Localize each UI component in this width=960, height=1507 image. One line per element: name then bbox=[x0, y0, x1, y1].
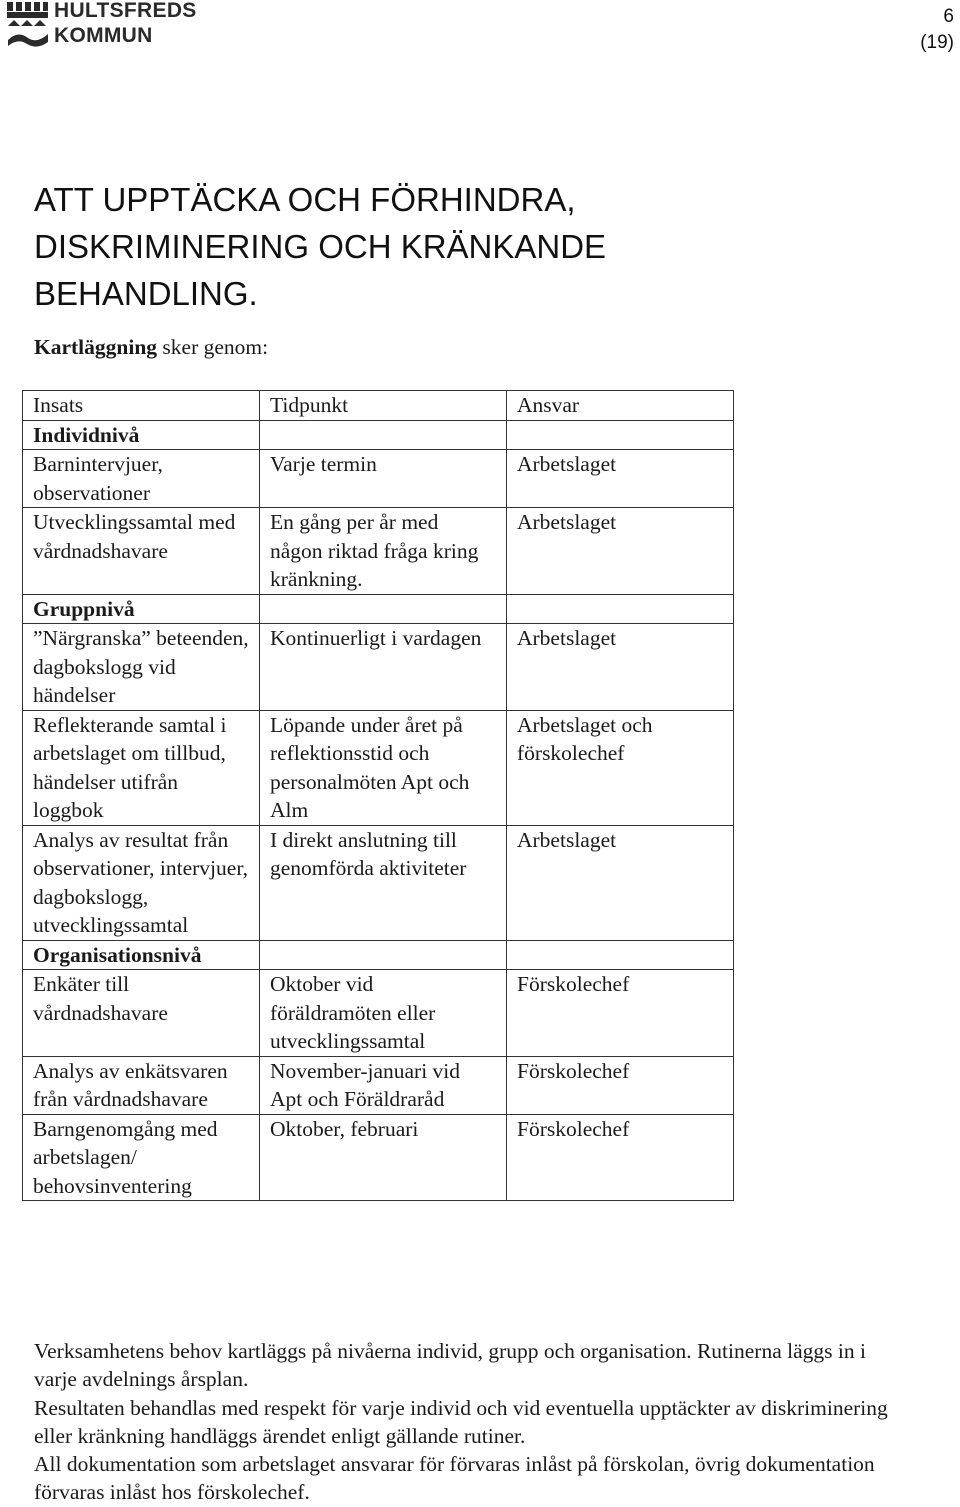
paragraph-1: Verksamhetens behov kartläggs på nivåerna individ, grupp och organisation. Rutinerna läggs in i varje avdelnings årsplan. bbox=[34, 1339, 866, 1392]
cell-insats: Reflekterande samtal i arbetslaget om tillbud, händelser utifrån loggbok bbox=[23, 710, 260, 825]
cell-tidpunkt: I direkt anslutning till genomförda aktiviteter bbox=[260, 825, 507, 940]
municipality-logo bbox=[4, 0, 204, 50]
page-number bbox=[920, 4, 954, 56]
table-row bbox=[23, 710, 734, 825]
page-current: 6 bbox=[943, 6, 954, 27]
empty-cell bbox=[507, 594, 734, 624]
table-row bbox=[23, 825, 734, 940]
cell-tidpunkt: Kontinuerligt i vardagen bbox=[260, 624, 507, 711]
intro-text bbox=[34, 333, 268, 361]
table-row bbox=[23, 624, 734, 711]
header-tidpunkt: Tidpunkt bbox=[260, 391, 507, 421]
cell-ansvar: Förskolechef bbox=[507, 1056, 734, 1114]
header-insats: Insats bbox=[23, 391, 260, 421]
section-row bbox=[23, 594, 734, 624]
paragraph-3: All dokumentation som arbetslaget ansvarar för förvaras inlåst på förskolan, övrig dokumentation förvaras inlåst hos förskolechef. bbox=[34, 1452, 875, 1505]
empty-cell bbox=[260, 594, 507, 624]
table-row bbox=[23, 1056, 734, 1114]
header-ansvar: Ansvar bbox=[507, 391, 734, 421]
table-row bbox=[23, 1114, 734, 1201]
intro-bold: Kartläggning bbox=[34, 335, 158, 359]
cell-insats: Utvecklingssamtal med vårdnadshavare bbox=[23, 508, 260, 595]
cell-ansvar: Arbetslaget bbox=[507, 508, 734, 595]
body-paragraphs bbox=[34, 1337, 914, 1507]
logo-line-1: HULTSFREDS bbox=[54, 0, 197, 22]
section-label: Gruppnivå bbox=[23, 594, 260, 624]
mapping-table bbox=[22, 390, 734, 1201]
cell-tidpunkt: Oktober, februari bbox=[260, 1114, 507, 1201]
section-row bbox=[23, 420, 734, 450]
cell-insats: Barnintervjuer, observationer bbox=[23, 450, 260, 508]
table-row bbox=[23, 970, 734, 1057]
cell-insats: Analys av resultat från observationer, intervjuer, dagbokslogg, utvecklingssamtal bbox=[23, 825, 260, 940]
cell-tidpunkt: November-januari vid Apt och Föräldraråd bbox=[260, 1056, 507, 1114]
paragraph-2: Resultaten behandlas med respekt för varje individ och vid eventuella upptäckter av diskriminering eller kränkning handläggs ärendet enligt gällande rutiner. bbox=[34, 1395, 888, 1448]
cell-ansvar: Arbetslaget bbox=[507, 624, 734, 711]
empty-cell bbox=[260, 940, 507, 970]
section-label: Individnivå bbox=[23, 420, 260, 450]
empty-cell bbox=[260, 420, 507, 450]
table-header-row bbox=[23, 391, 734, 421]
table-body bbox=[23, 391, 734, 1201]
cell-insats: Analys av enkätsvaren från vårdnadshavare bbox=[23, 1056, 260, 1114]
intro-rest: sker genom: bbox=[157, 335, 269, 359]
cell-ansvar: Arbetslaget och förskolechef bbox=[507, 710, 734, 825]
cell-insats: Enkäter till vårdnadshavare bbox=[23, 970, 260, 1057]
cell-ansvar: Förskolechef bbox=[507, 970, 734, 1057]
cell-ansvar: Förskolechef bbox=[507, 1114, 734, 1201]
empty-cell bbox=[507, 420, 734, 450]
cell-ansvar: Arbetslaget bbox=[507, 450, 734, 508]
page-total: (19) bbox=[920, 32, 954, 53]
cell-insats: Barngenomgång med arbetslagen/ behovsinventering bbox=[23, 1114, 260, 1201]
section-row bbox=[23, 940, 734, 970]
cell-ansvar: Arbetslaget bbox=[507, 825, 734, 940]
cell-tidpunkt: Löpande under året på reflektionsstid och personalmöten Apt och Alm bbox=[260, 710, 507, 825]
table-row bbox=[23, 508, 734, 595]
cell-tidpunkt: En gång per år med någon riktad fråga kring kränkning. bbox=[260, 508, 507, 595]
page-title: ATT UPPTÄCKA OCH FÖRHINDRA, DISKRIMINERING OCH KRÄNKANDE BEHANDLING. bbox=[34, 181, 607, 312]
cell-insats: ”Närgranska” beteenden, dagbokslogg vid händelser bbox=[23, 624, 260, 711]
empty-cell bbox=[507, 940, 734, 970]
table-row bbox=[23, 450, 734, 508]
cell-tidpunkt: Varje termin bbox=[260, 450, 507, 508]
cell-tidpunkt: Oktober vid föräldramöten eller utvecklingssamtal bbox=[260, 970, 507, 1057]
logo-line-2: KOMMUN bbox=[54, 24, 153, 47]
section-label: Organisationsnivå bbox=[23, 940, 260, 970]
crown-emblem-icon bbox=[4, 0, 50, 48]
